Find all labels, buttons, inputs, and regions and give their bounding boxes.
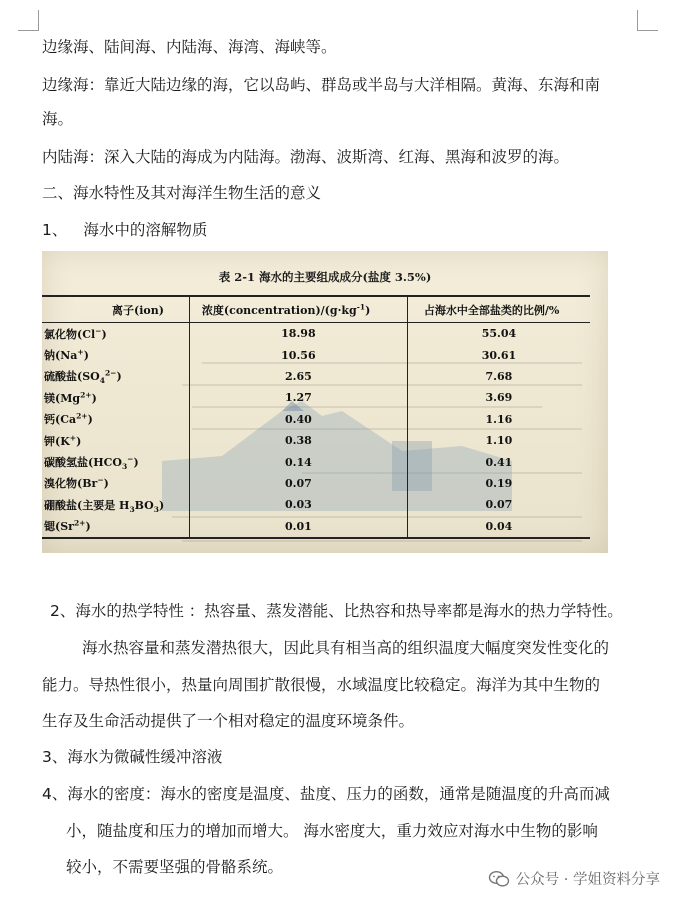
ratio-value: 1.16 <box>485 412 513 426</box>
paragraph-sea-types: 边缘海、陆间海、内陆海、海湾、海峡等。 <box>42 38 337 56</box>
ion-name: 钙$(Ca^{2+})$ <box>44 411 93 427</box>
paragraph-heat-capacity-cont2: 生存及生命活动提供了一个相对稳定的温度环境条件。 <box>42 712 415 730</box>
concentration-value: 1.27 <box>189 387 407 408</box>
concentration-value: 0.07 <box>189 473 407 494</box>
ratio-value: 0.41 <box>485 455 513 469</box>
ratio-value: 0.07 <box>485 498 513 512</box>
table-row <box>42 430 590 451</box>
ion-name: 钾(K+) <box>44 432 82 448</box>
table-row <box>42 451 590 472</box>
paragraph-density-cont2: 较小，不需要坚强的骨骼系统。 <box>66 858 284 876</box>
concentration-value: 0.14 <box>189 451 407 472</box>
crop-mark-top-left <box>18 10 39 31</box>
table-caption: 表 2-1 海水的主要组成成分(盐度 3.5%) <box>218 270 432 284</box>
table-row <box>42 344 590 365</box>
ratio-value: 0.04 <box>407 516 590 538</box>
table-row <box>42 366 590 387</box>
table-row <box>42 516 590 538</box>
ratio-value: 7.68 <box>485 369 513 383</box>
paragraph-heat-capacity-cont1: 能力。导热性很小，热量向周围扩散很慢，水域温度比较稳定。海洋为其中生物的 <box>42 676 601 694</box>
paragraph-marginal-sea-cont: 海。 <box>42 110 74 128</box>
ratio-value: 3.69 <box>485 391 513 405</box>
ion-name: 氯化物(Cl−) <box>44 326 107 341</box>
concentration-value: 18.98 <box>189 323 407 345</box>
table-row <box>42 387 590 408</box>
header-concentration: 浓度$(concentration)/(g\cdot kg^{-1})$ <box>189 296 407 323</box>
table-row <box>42 409 590 430</box>
ion-name: 锶$(Sr^{2+})$ <box>42 516 189 538</box>
paragraph-heat-capacity: 海水热容量和蒸发潜热很大，因此具有相当高的组织温度大幅度突发性变化的 <box>82 639 610 657</box>
section-heading: 二、海水特性及其对海洋生物生活的意义 <box>42 184 322 202</box>
ratio-value: 30.61 <box>481 348 517 362</box>
paragraph-inland-sea: 内陆海：深入大陆的海成为内陆海。渤海、波斯湾、红海、黑海和波罗的海。 <box>42 148 570 166</box>
ion-name: 硼酸盐(主要是 $H_3BO_3$) <box>44 498 165 514</box>
ratio-value: 0.19 <box>485 476 513 490</box>
crop-mark-top-right <box>637 10 658 31</box>
header-ratio: 占海水中全部盐类的比例/% <box>407 296 590 323</box>
paragraph-buffer-solution: 3、海水为微碱性缓冲溶液 <box>42 748 223 766</box>
wechat-icon <box>488 870 510 888</box>
table-header-row <box>42 296 590 323</box>
subsection-heading-dissolved <box>42 220 207 240</box>
concentration-value: 0.38 <box>189 430 407 451</box>
paragraph-density-cont1: 小，随盐度和压力的增加而增大。 海水密度大，重力效应对海水中生物的影响 <box>66 822 598 840</box>
footer-label: 公众号 · 学姐资料分享 <box>515 872 660 888</box>
wechat-footer <box>488 868 660 889</box>
table-row <box>42 494 590 515</box>
header-ion: 离子(ion) <box>42 296 189 323</box>
subsection-title: 海水中的溶解物质 <box>83 221 208 239</box>
table-image <box>42 251 608 553</box>
table-row <box>42 473 590 494</box>
ion-name: 硫酸盐$(SO_4^{2-})$ <box>44 368 122 386</box>
ion-name: 钠(Na+) <box>44 347 89 363</box>
subsection-number: 1、 <box>42 221 68 239</box>
paragraph-thermal-properties: 2、海水的热学特性 ：热容量、蒸发潜能、比热容和热导率都是海水的热力学特性。 <box>50 602 623 620</box>
ratio-value: 55.04 <box>481 327 517 341</box>
ion-name: 镁$(Mg^{2+})$ <box>44 390 97 405</box>
concentration-value: 2.65 <box>189 366 407 387</box>
concentration-value: 10.56 <box>189 344 407 365</box>
table-row <box>42 323 590 345</box>
concentration-value: 0.01 <box>189 516 407 538</box>
paragraph-marginal-sea: 边缘海：靠近大陆边缘的海，它以岛屿、群岛或半岛与大洋相隔。黄海、东海和南 <box>42 76 601 94</box>
ion-name: 碳酸氢盐$(HCO_3^-)$ <box>44 454 139 472</box>
ion-name: 溴化物(Br−) <box>44 475 109 491</box>
paragraph-density: 4、海水的密度：海水的密度是温度、盐度、压力的函数，通常是随温度的升高而减 <box>42 785 610 803</box>
concentration-value: 0.40 <box>189 409 407 430</box>
ratio-value: 1.10 <box>485 434 513 448</box>
seawater-composition-table <box>42 295 590 539</box>
concentration-value: 0.03 <box>189 494 407 515</box>
